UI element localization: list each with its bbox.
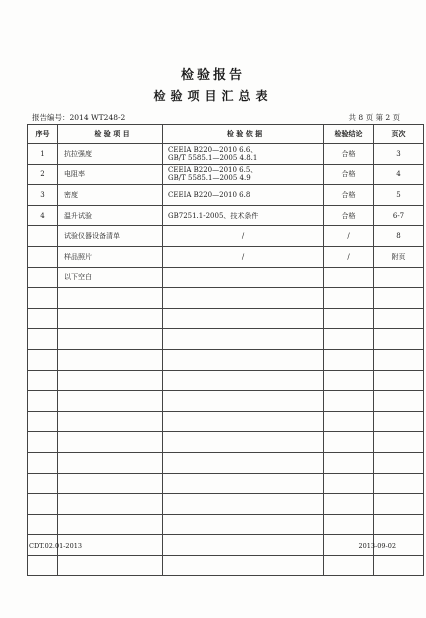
form-code: CDT.02.01-2013: [29, 542, 82, 550]
row-conclusion: [324, 494, 374, 515]
page-count: 共 8 页 第 2 页: [348, 113, 400, 122]
empty-row: [28, 370, 424, 391]
row-conclusion: [324, 370, 374, 391]
row-basis: [163, 185, 324, 206]
table-row: [28, 226, 424, 247]
row-no: [28, 329, 58, 350]
row-no: [28, 452, 58, 473]
basis-line: GB7251.1-2005、技术条件: [168, 211, 259, 220]
row-item: [58, 555, 163, 576]
empty-row: [28, 452, 424, 473]
row-item: [58, 452, 163, 473]
row-basis: [163, 535, 324, 556]
empty-row: [28, 473, 424, 494]
row-page: [374, 452, 424, 473]
header-page: 页次: [374, 125, 424, 144]
table-header-row: [28, 125, 424, 144]
table-row: [28, 267, 424, 288]
row-no: [28, 370, 58, 391]
row-basis: [163, 308, 324, 329]
row-page: 附页: [374, 246, 424, 267]
header-item: 检 验 项 目: [58, 125, 163, 144]
row-page: 5: [374, 185, 424, 206]
row-conclusion: [324, 267, 374, 288]
row-basis: [163, 494, 324, 515]
row-item: [58, 432, 163, 453]
empty-row: [28, 411, 424, 432]
row-item: 样品照片: [58, 246, 163, 267]
basis-line: GB/T 5585.1—2005 4.8.1: [168, 153, 258, 162]
row-item: [58, 329, 163, 350]
row-no: [28, 514, 58, 535]
header-basis: 检 验 依 据: [163, 125, 324, 144]
empty-row: [28, 329, 424, 350]
header-no: 序号: [28, 125, 58, 144]
row-item: [58, 308, 163, 329]
row-conclusion: [324, 329, 374, 350]
row-page: [374, 391, 424, 412]
row-page: [374, 494, 424, 515]
row-no: [28, 555, 58, 576]
row-no: [28, 226, 58, 247]
row-conclusion: [324, 288, 374, 309]
row-no: [28, 308, 58, 329]
row-conclusion: [324, 391, 374, 412]
row-no: [28, 494, 58, 515]
report-title: 检验报告: [180, 68, 245, 83]
row-no: [28, 411, 58, 432]
row-basis: [163, 555, 324, 576]
row-page: 8: [374, 226, 424, 247]
row-basis: [163, 514, 324, 535]
issue-date: 2013-09-02: [358, 542, 396, 550]
empty-row: [28, 391, 424, 412]
row-page: [374, 370, 424, 391]
row-no: [28, 288, 58, 309]
row-page: [374, 514, 424, 535]
summary-table: [27, 124, 424, 576]
row-page: [374, 308, 424, 329]
basis-line: /: [241, 252, 245, 261]
row-page: [374, 349, 424, 370]
row-item: [58, 514, 163, 535]
basis-line: CEEIA B220—2010 6.8: [168, 190, 251, 199]
table-row: [28, 205, 424, 226]
row-item: [58, 349, 163, 370]
row-basis: [163, 349, 324, 370]
row-conclusion: /: [324, 246, 374, 267]
row-conclusion: [324, 308, 374, 329]
row-no: 3: [28, 185, 58, 206]
row-no: 2: [28, 164, 58, 185]
row-basis: [163, 411, 324, 432]
row-item: [58, 370, 163, 391]
row-basis: [163, 144, 324, 165]
row-no: 4: [28, 205, 58, 226]
row-conclusion: 合格: [324, 185, 374, 206]
row-item: [58, 391, 163, 412]
empty-row: [28, 308, 424, 329]
row-page: [374, 329, 424, 350]
row-item: [58, 473, 163, 494]
row-item: 密度: [58, 185, 163, 206]
row-basis: [163, 226, 324, 247]
row-conclusion: [324, 411, 374, 432]
row-basis: [163, 267, 324, 288]
row-conclusion: [324, 473, 374, 494]
row-item: [58, 411, 163, 432]
empty-row: [28, 432, 424, 453]
row-page: 6-7: [374, 205, 424, 226]
basis-line: CEEIA B220—2010 6.5、: [168, 166, 258, 175]
empty-row: [28, 494, 424, 515]
table-row: [28, 144, 424, 165]
row-page: [374, 288, 424, 309]
basis-line: CEEIA B220—2010 6.6、: [168, 145, 258, 154]
empty-row: [28, 349, 424, 370]
report-subtitle: 检验项目汇总表: [153, 89, 273, 103]
row-conclusion: /: [324, 226, 374, 247]
row-basis: [163, 452, 324, 473]
row-page: [374, 555, 424, 576]
empty-row: [28, 555, 424, 576]
row-conclusion: [324, 349, 374, 370]
basis-line: GB/T 5585.1—2005 4.9: [168, 174, 251, 183]
basis-line: /: [241, 232, 245, 241]
row-basis: [163, 205, 324, 226]
row-item: [58, 494, 163, 515]
empty-row: [28, 514, 424, 535]
table-row: [28, 185, 424, 206]
row-item: [58, 288, 163, 309]
row-item: 以下空白: [58, 267, 163, 288]
row-basis: [163, 473, 324, 494]
row-conclusion: 合格: [324, 205, 374, 226]
row-basis: [163, 329, 324, 350]
row-page: 3: [374, 144, 424, 165]
row-item: 电阻率: [58, 164, 163, 185]
row-page: [374, 432, 424, 453]
row-basis: [163, 246, 324, 267]
row-conclusion: [324, 452, 374, 473]
row-no: [28, 391, 58, 412]
row-basis: [163, 432, 324, 453]
row-item: 温升试验: [58, 205, 163, 226]
row-no: [28, 349, 58, 370]
report-number: 报告编号：2014 WT248-2: [32, 113, 126, 122]
row-conclusion: [324, 432, 374, 453]
row-conclusion: [324, 514, 374, 535]
row-no: [28, 267, 58, 288]
table-row: [28, 164, 424, 185]
row-basis: [163, 370, 324, 391]
row-conclusion: [324, 555, 374, 576]
row-basis: [163, 391, 324, 412]
row-basis: [163, 164, 324, 185]
row-page: [374, 473, 424, 494]
header-conclusion: 检验结论: [324, 125, 374, 144]
row-page: [374, 411, 424, 432]
row-conclusion: 合格: [324, 144, 374, 165]
row-item: 抗拉强度: [58, 144, 163, 165]
row-no: 1: [28, 144, 58, 165]
table-row: [28, 246, 424, 267]
row-no: [28, 246, 58, 267]
row-page: [374, 267, 424, 288]
row-conclusion: 合格: [324, 164, 374, 185]
row-page: 4: [374, 164, 424, 185]
row-basis: [163, 288, 324, 309]
row-no: [28, 473, 58, 494]
empty-row: [28, 288, 424, 309]
row-no: [28, 432, 58, 453]
row-item: 试验仪器设备清单: [58, 226, 163, 247]
